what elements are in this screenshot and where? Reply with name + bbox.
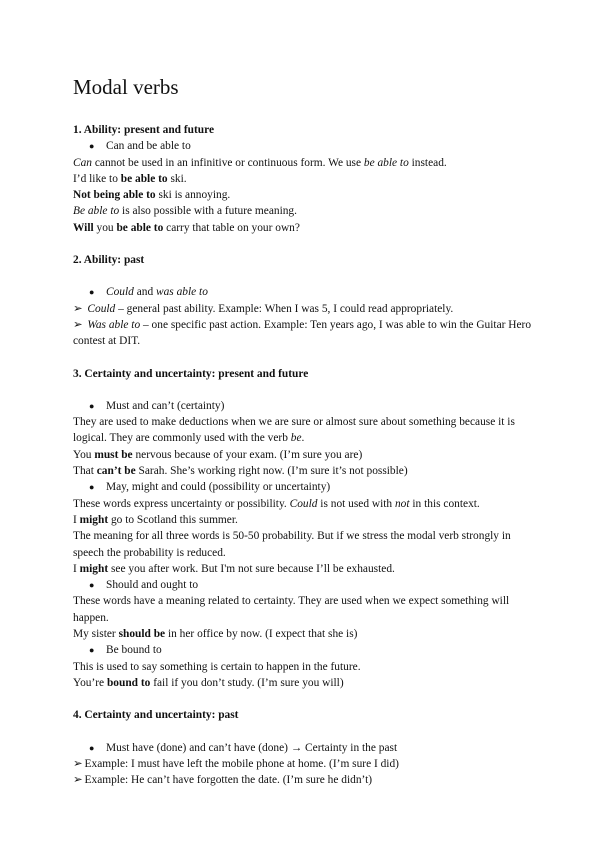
bullet-item: ● Can and be able to xyxy=(73,138,533,154)
page-title: Modal verbs xyxy=(73,75,179,99)
example-sentence: I’d like to be able to ski. xyxy=(73,172,187,185)
example-sentence: I might go to Scotland this summer. xyxy=(73,513,238,526)
bullet-item: ● Be bound to xyxy=(73,642,533,658)
arrow-icon: ➢ xyxy=(73,302,83,315)
bullet-item: ● Must have (done) and can’t have (done) → Certainty in the past xyxy=(73,740,533,756)
example-sentence: I might see you after work. But I'm not sure because I’ll be exhausted. xyxy=(73,562,395,575)
arrow-item: ➢ Was able to – one specific past action. Example: Ten years ago, I was able to win the Guitar Hero contest at DIT. xyxy=(73,318,532,348)
paragraph: Be able to is also possible with a future meaning. xyxy=(73,205,297,218)
example-sentence: Not being able to ski is annoying. xyxy=(73,189,231,202)
section-4-heading: 4. Certainty and uncertainty: past xyxy=(73,709,239,722)
paragraph: The meaning for all three words is 50-50 probability. But if we stress the modal verb strongly in speech the probability is reduced. xyxy=(73,530,511,559)
arrow-icon: ➢ xyxy=(73,774,83,787)
bullet-item: ● Must and can’t (certainty) xyxy=(73,398,533,414)
arrow-item: ➢ Example: I must have left the mobile phone at home. (I’m sure I did) xyxy=(73,757,399,770)
bullet-item: ● Should and ought to xyxy=(73,577,533,593)
arrow-item: ➢ Example: He can’t have forgotten the date. (I’m sure he didn’t) xyxy=(73,774,373,787)
arrow-icon: ➢ xyxy=(73,318,83,331)
document-body xyxy=(73,74,533,788)
example-sentence: My sister should be in her office by now. (I expect that she is) xyxy=(73,628,358,641)
arrow-icon: ➢ xyxy=(73,757,83,770)
paragraph: They are used to make deductions when we are sure or almost sure about something because it is logical. They are commonly used with the verb be. xyxy=(73,416,515,445)
paragraph: These words have a meaning related to certainty. They are used when we expect something will happen. xyxy=(73,595,510,624)
section-2-heading: 2. Ability: past xyxy=(73,254,145,267)
bullet-item: ● Could and was able to xyxy=(73,284,533,300)
section-3-heading: 3. Certainty and uncertainty: present and future xyxy=(73,367,309,380)
paragraph: This is used to say something is certain to happen in the future. xyxy=(73,660,361,673)
italic-term: Can xyxy=(73,156,92,169)
example-sentence: That can’t be Sarah. She’s working right now. (I’m sure it’s not possible) xyxy=(73,465,408,478)
paragraph: These words express uncertainty or possibility. Could is not used with not in this context. xyxy=(73,497,480,510)
section-1-heading: 1. Ability: present and future xyxy=(73,124,215,136)
example-sentence: Will you be able to carry that table on your own? xyxy=(73,221,300,234)
example-sentence: You must be nervous because of your exam. (I’m sure you are) xyxy=(73,448,363,461)
bullet-item: ● May, might and could (possibility or uncertainty) xyxy=(73,479,533,495)
arrow-item: ➢ Could – general past ability. Example: When I was 5, I could read appropriately. xyxy=(73,302,454,315)
paragraph: Can cannot be used in an infinitive or continuous form. We use be able to instead. xyxy=(73,156,447,169)
example-sentence: You’re bound to fail if you don’t study. (I’m sure you will) xyxy=(73,676,344,689)
